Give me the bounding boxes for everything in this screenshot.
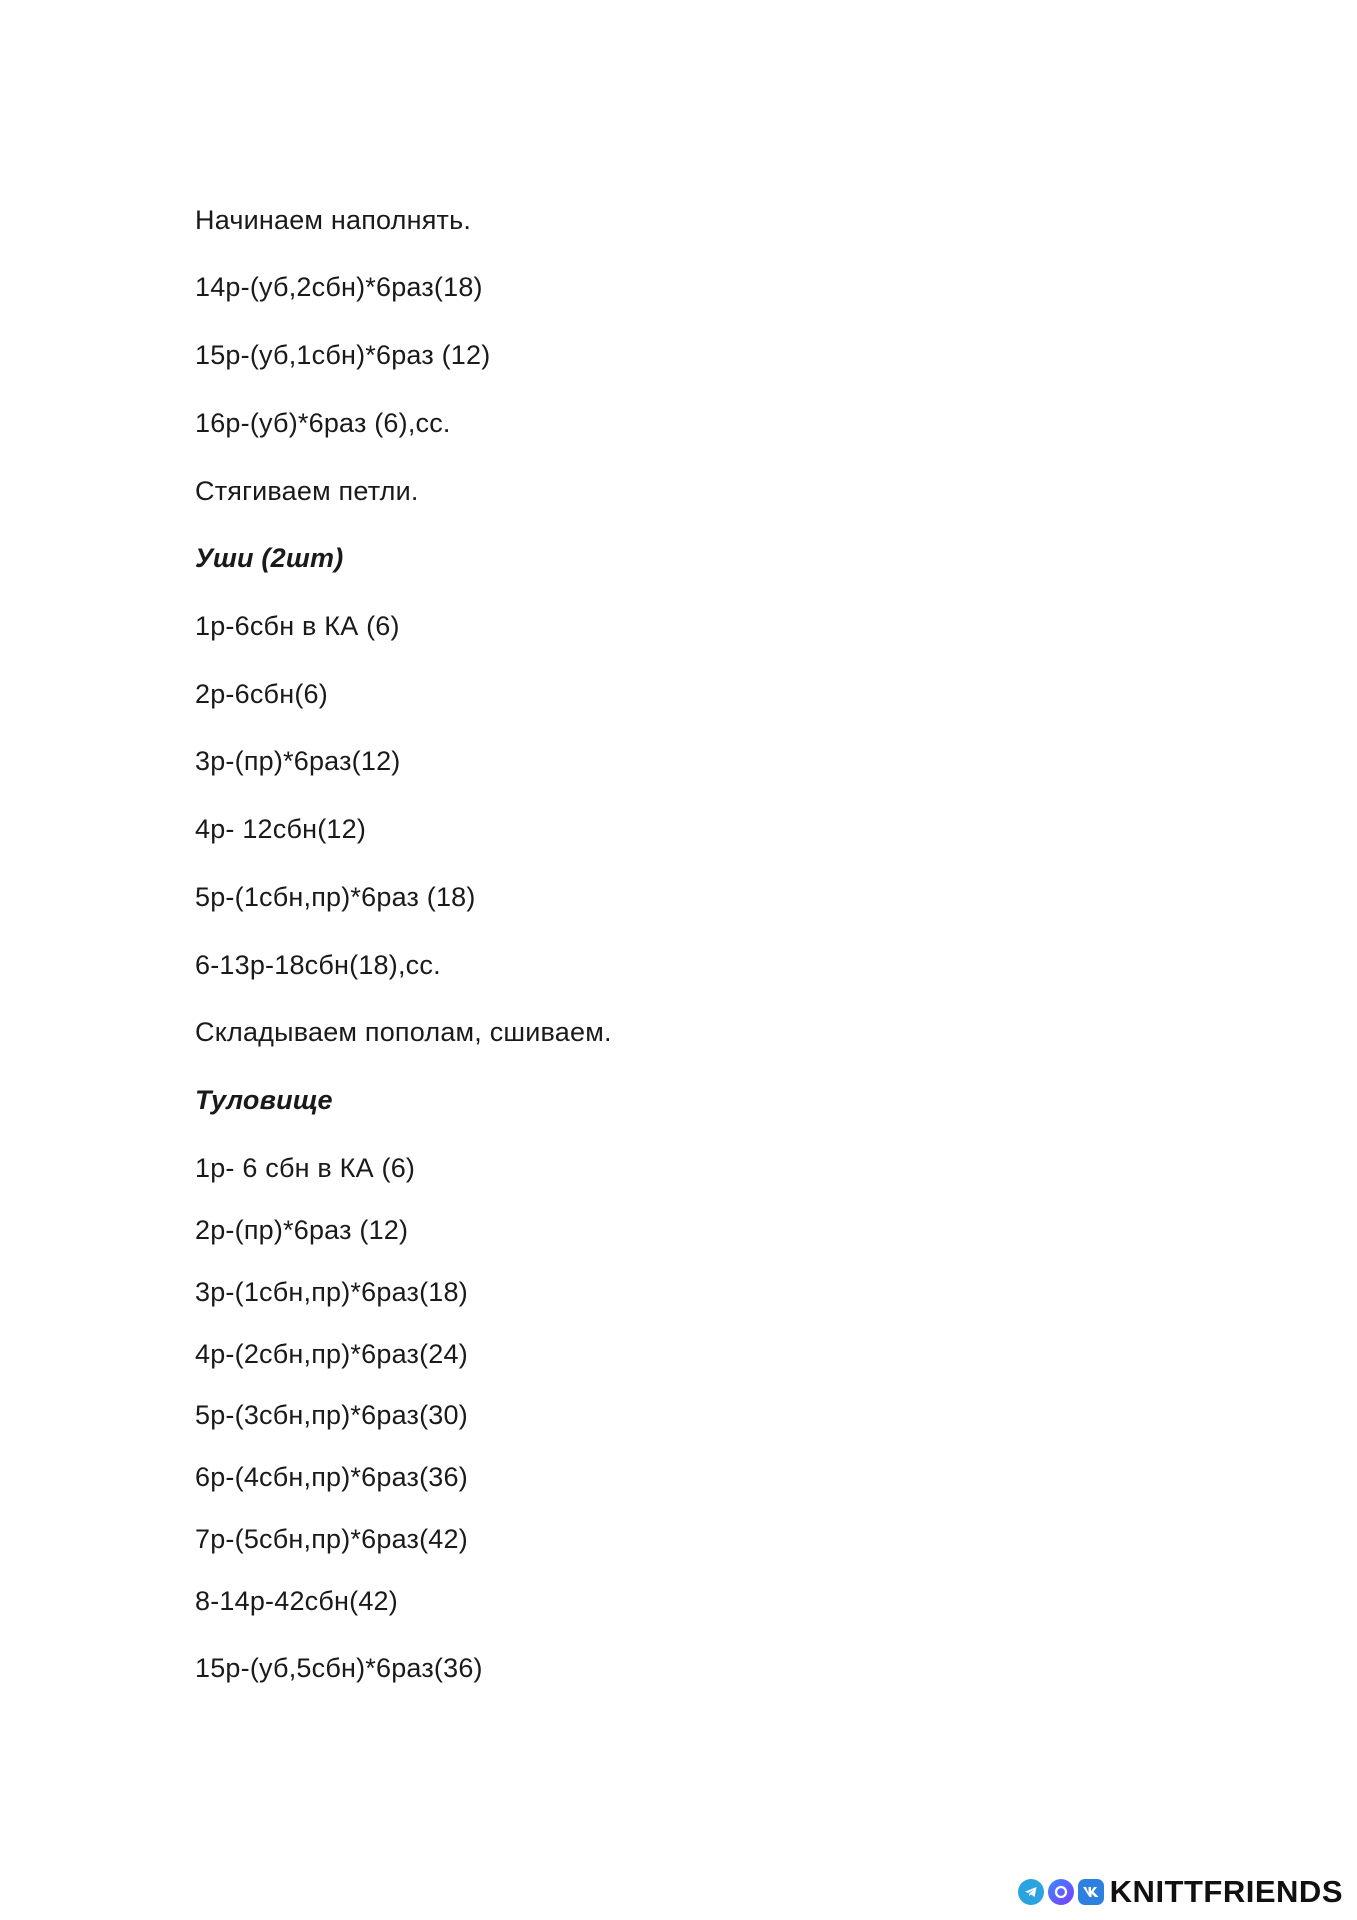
pattern-line: 14р-(уб,2сбн)*6раз(18) (195, 272, 483, 302)
pattern-line: Начинаем наполнять. (195, 205, 472, 235)
pattern-line: Складываем пополам, сшиваем. (195, 1017, 612, 1047)
pattern-line: 6-13р-18сбн(18),сс. (195, 950, 441, 980)
pattern-line: 2р-(пр)*6раз (12) (195, 1215, 409, 1245)
pattern-line: 6р-(4сбн,пр)*6раз(36) (195, 1462, 468, 1492)
pattern-line: 7р-(5сбн,пр)*6раз(42) (195, 1524, 468, 1554)
section-heading: Туловище (195, 1085, 333, 1115)
max-icon (1048, 1879, 1074, 1905)
pattern-line: Стягиваем петли. (195, 476, 419, 506)
pattern-line: 3р-(пр)*6раз(12) (195, 746, 401, 776)
section-heading: Уши (2шт) (195, 543, 344, 573)
pattern-line: 4р-(2сбн,пр)*6раз(24) (195, 1339, 468, 1369)
pattern-line: 8-14р-42сбн(42) (195, 1586, 398, 1616)
watermark-footer (1018, 1872, 1343, 1912)
pattern-line: 3р-(1сбн,пр)*6раз(18) (195, 1277, 468, 1307)
pattern-line: 1р- 6 сбн в КА (6) (195, 1153, 416, 1183)
pattern-line: 4р- 12сбн(12) (195, 814, 367, 844)
vk-icon (1078, 1879, 1104, 1905)
brand-name: KNITTFRIENDS (1109, 1874, 1343, 1909)
telegram-icon (1018, 1879, 1044, 1905)
pattern-line: 15р-(уб,1сбн)*6раз (12) (195, 340, 491, 370)
pattern-line: 2р-6сбн(6) (195, 679, 328, 709)
pattern-line: 5р-(1сбн,пр)*6раз (18) (195, 882, 476, 912)
pattern-line: 5р-(3сбн,пр)*6раз(30) (195, 1400, 468, 1430)
pattern-line: 1р-6сбн в КА (6) (195, 611, 400, 641)
pattern-line: 16р-(уб)*6раз (6),сс. (195, 408, 451, 438)
pattern-line: 15р-(уб,5сбн)*6раз(36) (195, 1653, 483, 1683)
